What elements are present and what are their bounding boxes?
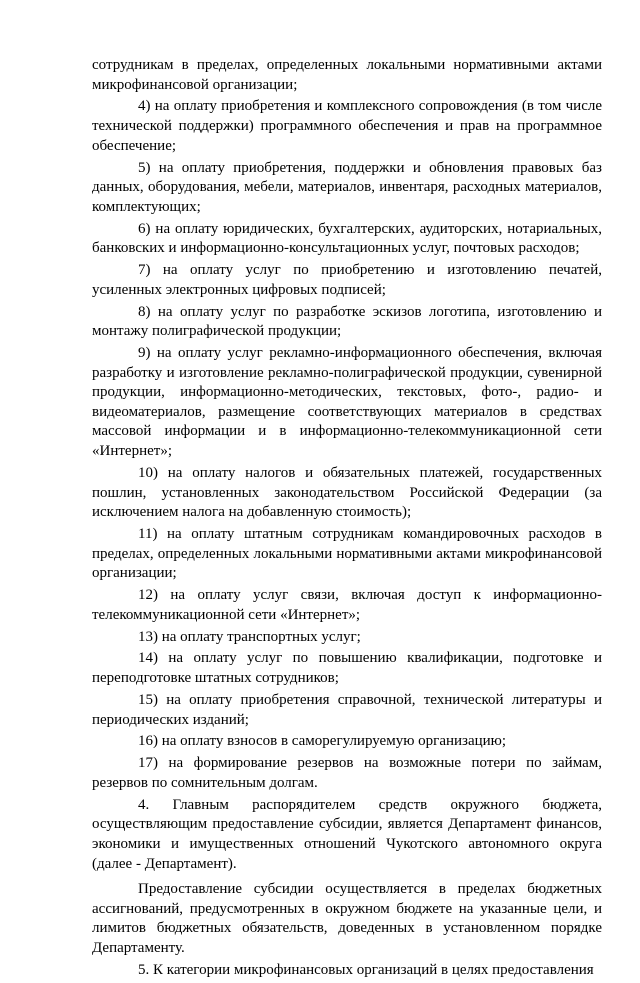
list-item-17: 17) на формирование резервов на возможные потери по займам, резервов по сомнительным долгам.: [92, 755, 602, 791]
list-item-7: 7) на оплату услуг по приобретению и изготовлению печатей, усиленных электронных цифровых подписей;: [92, 262, 602, 298]
list-item-16: 16) на оплату взносов в саморегулируемую организацию;: [138, 733, 507, 750]
list-item-9: 9) на оплату услуг рекламно-информационного обеспечения, включая разработку и изготовление рекламно-полиграфической продукции, сувенирной продукции, информационно-методических, текстовых, фото-, радио- и видеоматериалов, размещение соответствующих материалов в средствах массовой информации и в информационно-телекоммуникационной сети «Интернет»;: [92, 345, 602, 460]
subsidy-paragraph: Предоставление субсидии осуществляется в пределах бюджетных ассигнований, предусмотренных в окружном бюджете на указанные цели, и лимитов бюджетных обязательств, доведенных в установленном порядке Департаменту.: [92, 881, 602, 956]
list-item-11: 11) на оплату штатным сотрудникам командировочных расходов в пределах, определенных локальными нормативными актами микрофинансовой организации;: [92, 526, 602, 582]
list-item-12: 12) на оплату услуг связи, включая доступ к информационно-телекоммуникационной сети «Интернет»;: [92, 587, 602, 623]
list-item-13: 13) на оплату транспортных услуг;: [138, 628, 361, 645]
list-item-4: 4) на оплату приобретения и комплексного сопровождения (в том числе технической поддержки) программного обеспечения и прав на программное обеспечение;: [92, 98, 602, 154]
list-item-15: 15) на оплату приобретения справочной, технической литературы и периодических изданий;: [92, 691, 602, 728]
document-text: [92, 56, 602, 983]
list-item-8: 8) на оплату услуг по разработке эскизов логотипа, изготовлению и монтажу полиграфической продукции;: [92, 303, 602, 340]
paragraph-continuation: сотрудникам в пределах, определенных локальными нормативными актами микрофинансовой организации;: [92, 57, 602, 93]
list-item-6: 6) на оплату юридических, бухгалтерских, аудиторских, нотариальных, банковских и информационно-консультационных услуг, почтовых расходов;: [92, 220, 602, 257]
list-item-14: 14) на оплату услуг по повышению квалификации, подготовке и переподготовке штатных сотрудников;: [92, 650, 602, 687]
document-page: [92, 0, 602, 978]
list-item-5: 5) на оплату приобретения, поддержки и обновления правовых баз данных, оборудования, мебели, материалов, инвентаря, расходных материалов, комплектующих;: [92, 159, 602, 215]
section-5-paragraph: 5. К категории микрофинансовых организаций в целях предоставления: [138, 961, 594, 978]
list-item-10: 10) на оплату налогов и обязательных платежей, государственных пошлин, установленных законодательством Российской Федерации (за исключением налога на добавленную стоимость);: [92, 464, 602, 521]
section-4-paragraph: 4. Главным распорядителем средств окружного бюджета, осуществляющим предоставление субсидии, является Департамент финансов, экономики и имущественных отношений Чукотского автономного округа (далее - Департамент).: [92, 796, 602, 872]
